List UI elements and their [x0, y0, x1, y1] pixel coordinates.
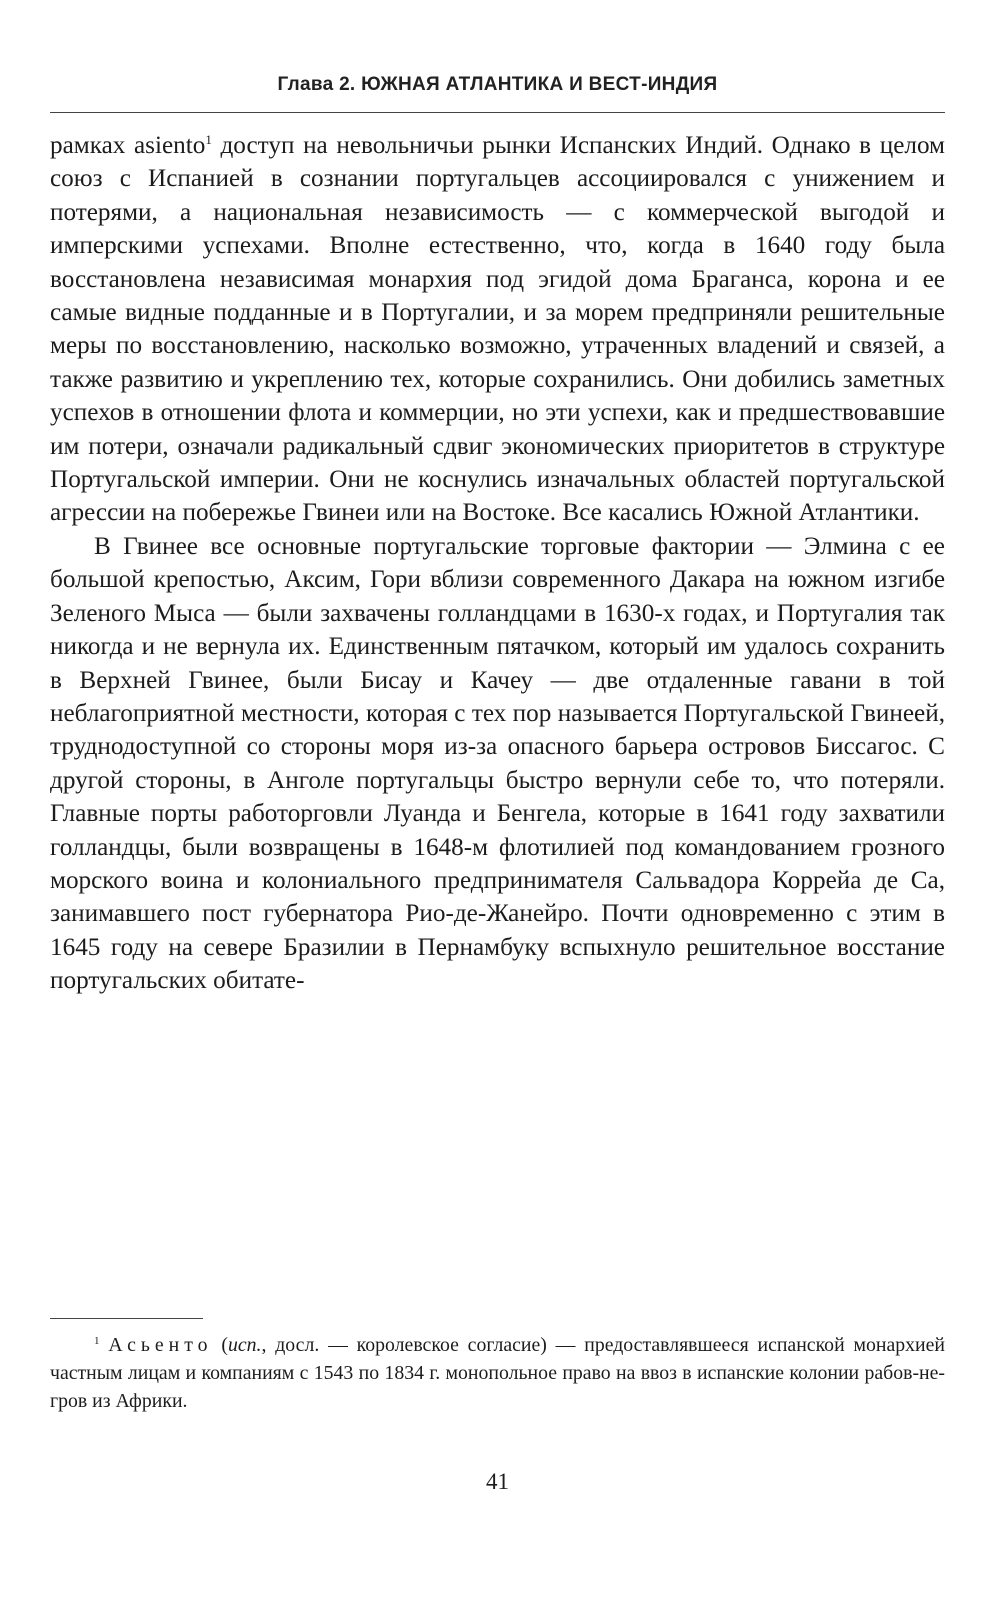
footnote-text	[50, 1331, 945, 1415]
footnote-mark: 1	[94, 1335, 100, 1347]
footnote-reference: 1	[205, 132, 212, 147]
paragraph-1-rest: доступ на невольничьи рынки Испанских Индий. Однако в целом союз с Испанией в сознании португальцев ассоциировался с унижением и потерями, а национальная независимость — с коммерческой выгодой и имперскими успехами. Вполне естественно, что, когда в 1640 году была восстановлена независимая монархия под эгидой дома Браганса, корона и ее самые видные подданные и в Португалии, и за морем предприняли решительные меры по восстановлению, насколько возможно, утраченных владений и связей, а также развитию и укреплению тех, которые сохранились. Они добились заметных успехов в отношении флота и коммерции, но эти успехи, как и предшествовавшие им потери, означали радикальный сдвиг экономических приоритетов в структуре Португальской империи. Они не коснулись изначальных областей португальской агрессии на побережье Гвинеи или на Востоке. Все касались Южной Атлантики.	[50, 132, 945, 527]
book-page	[50, 0, 945, 1616]
paragraph-1-start: рамках asiento	[50, 132, 206, 159]
footnote-language: исп.	[227, 1334, 262, 1356]
main-text	[50, 129, 945, 998]
header-rule	[50, 112, 945, 113]
paragraph-2: В Гвинее все основные португальские торговые фактории — Элмина с ее большой крепостью, Аксим, Гори вблизи современного Дакара на южном изгибе Зеленого Мыса — были захвачены голландцами в 1630-х годах, и Португалия так никогда и не вернула их. Единственным пятачком, который им удалось сохранить в Верхней Гвинее, были Бисау и Качеу — две отдаленные гавани в той неблагоприятной местности, которая с тех пор называется Португальской Гвинеей, труднодоступной со стороны моря из-за опасного барьера островов Биссагос. С другой стороны, в Анголе португальцы быстро вернули себе то, что потеряли. Главные порты работорговли Луанда и Бенгела, которые в 1641 году захватили голландцы, были возвращены в 1648-м флотилией под командованием грозного морского воина и колониального предпринимателя Сальвадора Коррейа де Са, занимавшего пост губернатора Рио-де-Жанейро. Почти одновременно с этим в 1645 году на севере Бразилии в Пернамбуку вспыхнуло решительное восстание португальских обитате-	[50, 532, 945, 995]
footnote	[50, 1331, 945, 1415]
footnote-rule	[50, 1318, 203, 1319]
paragraph-1	[50, 129, 945, 530]
footnote-open-paren: (	[212, 1334, 228, 1356]
page-number: 41	[486, 1469, 509, 1494]
running-head: Глава 2. ЮЖНАЯ АТЛАНТИКА И ВЕСТ-ИНДИЯ	[277, 74, 718, 95]
footnote-term: Асьенто	[108, 1334, 213, 1356]
footnote-definition: , досл. — королевское согласие) — предоставлявшееся испанской монархией частным лицам и компаниям с 1543 по 1834 г. монопольное право на ввоз в испанские колонии рабов-негров из Африки.	[50, 1334, 945, 1412]
